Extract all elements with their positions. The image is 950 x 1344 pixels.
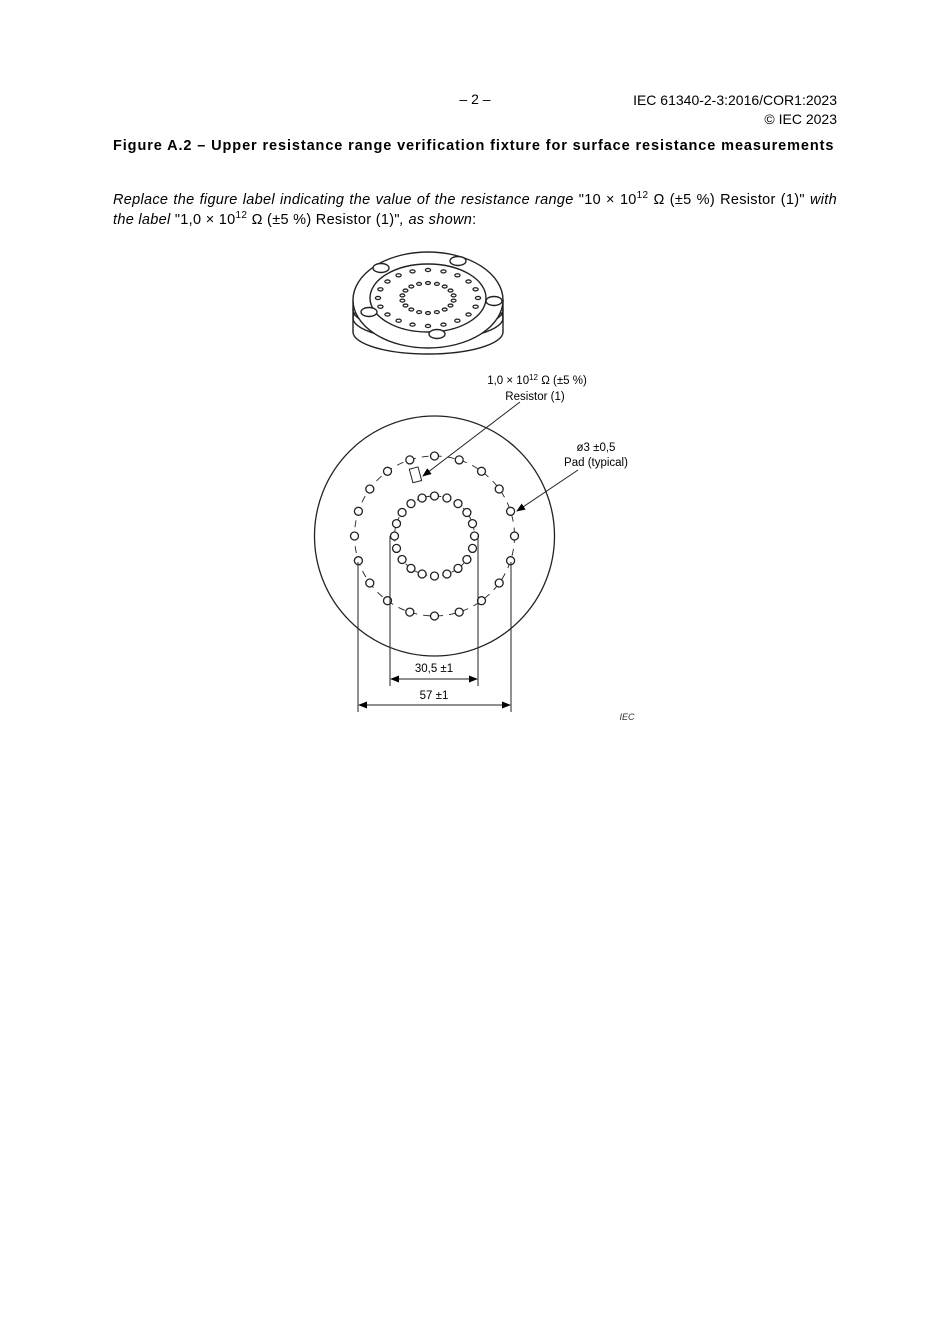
- iso-outer-pad: [455, 274, 460, 277]
- iso-inner-pad: [417, 311, 422, 314]
- outer-pad: [366, 485, 374, 493]
- iso-outer-pad: [385, 280, 390, 283]
- iso-outer-pad: [425, 324, 430, 327]
- iso-inner-pad: [448, 304, 453, 307]
- iso-inner-pad: [426, 312, 431, 315]
- inner-pad: [454, 500, 462, 508]
- outer-pad: [478, 597, 486, 605]
- iso-inner-pad: [451, 299, 456, 302]
- new-label: "$1,0 \times 10^{12}$ Ω (±5 %) Resistor (1)": [174, 210, 400, 228]
- outer-pad: [478, 467, 486, 475]
- outer-dimension-label: 57 ±1: [419, 690, 449, 702]
- iso-outer-pad: [410, 270, 415, 273]
- iso-inner-pad: [448, 289, 453, 292]
- inner-pad: [431, 572, 439, 580]
- inner-pad: [431, 492, 439, 500]
- iso-outer-pad: [473, 288, 478, 291]
- copyright-line: © IEC 2023: [764, 111, 837, 127]
- outer-pad: [384, 467, 392, 475]
- iso-inner-pad: [403, 289, 408, 292]
- inner-pad: [443, 570, 451, 578]
- page-number: – 2 –: [459, 91, 491, 107]
- iso-inner-pad: [451, 294, 456, 297]
- inner-pad: [463, 556, 471, 564]
- outer-pad: [406, 608, 414, 616]
- iso-outer-pad: [385, 313, 390, 316]
- figure-title: Figure A.2 – Upper resistance range verification fixture for surface resistance measurements: [113, 138, 835, 154]
- fixture-isometric-view: [353, 252, 503, 354]
- outer-pad: [354, 507, 362, 515]
- inner-pad: [398, 509, 406, 517]
- iso-outer-pad: [396, 274, 401, 277]
- inner-pad: [393, 520, 401, 528]
- iso-inner-pad: [442, 285, 447, 288]
- outer-pad: [507, 507, 515, 515]
- iso-outer-pad: [466, 313, 471, 316]
- iso-outer-pad: [396, 319, 401, 322]
- inner-pad: [391, 532, 399, 540]
- inner-pad: [407, 564, 415, 572]
- iso-inner-pad: [400, 299, 405, 302]
- iso-outer-pad: [455, 319, 460, 322]
- outer-pad: [507, 557, 515, 565]
- iso-outer-pad: [378, 288, 383, 291]
- outer-pad: [431, 612, 439, 620]
- iso-inner-pad: [426, 282, 431, 285]
- inner-pad: [443, 494, 451, 502]
- inner-pad: [454, 564, 462, 572]
- instruction-paragraph: Replace the figure label indicating the value of the resistance range "$10 \times 10^{12}$ Ω (±5 %) Resistor (1)" with the label "$1,0 \times 10^{12}$ Ω (±5 %) Resistor (1)", as shown:: [113, 190, 837, 228]
- old-label: "$10 \times 10^{12}$ Ω (±5 %) Resistor (1)": [578, 190, 805, 208]
- outer-pad: [495, 579, 503, 587]
- inner-pad: [418, 570, 426, 578]
- inner-pad: [418, 494, 426, 502]
- fixture-plan-view: [315, 416, 555, 656]
- iso-inner-pad: [442, 308, 447, 311]
- outer-pad: [384, 597, 392, 605]
- pad-label-line2: Pad (typical): [564, 457, 628, 469]
- instruction-text-3: , as shown: [399, 212, 473, 228]
- outer-pad: [406, 456, 414, 464]
- iso-outer-pad: [378, 305, 383, 308]
- outer-pad: [495, 485, 503, 493]
- outer-pad: [354, 557, 362, 565]
- iso-outer-pad: [425, 268, 430, 271]
- resistor-label: $1,0 \times 10^{12}$ Ω (±5 %): [487, 373, 587, 387]
- iec-watermark: IEC: [619, 712, 635, 722]
- resistor-label-line2: Resistor (1): [505, 391, 565, 403]
- standard-reference: [633, 91, 837, 129]
- iso-outer-pad: [475, 296, 480, 299]
- inner-pad: [471, 532, 479, 540]
- iso-outer-pad: [375, 296, 380, 299]
- iso-outer-pad: [441, 323, 446, 326]
- iso-inner-pad: [409, 285, 414, 288]
- outer-pad: [351, 532, 359, 540]
- iso-outer-pad: [441, 270, 446, 273]
- instruction-text-1: Replace the figure label indicating the value of the resistance range: [113, 192, 574, 208]
- outer-pad: [431, 452, 439, 460]
- outer-pad: [455, 456, 463, 464]
- instruction-text-2: with the label: [113, 192, 837, 228]
- iso-inner-pad: [417, 282, 422, 285]
- inner-dimension-label: 30,5 ±1: [414, 663, 454, 675]
- iso-outer-pad: [410, 323, 415, 326]
- iso-inner-pad: [409, 308, 414, 311]
- inner-pad: [398, 556, 406, 564]
- inner-pad: [469, 520, 477, 528]
- inner-pad: [469, 544, 477, 552]
- outer-pad: [366, 579, 374, 587]
- inner-pad: [407, 500, 415, 508]
- iso-inner-pad: [435, 311, 440, 314]
- outer-pad: [455, 608, 463, 616]
- outer-pad: [511, 532, 519, 540]
- iso-outer-pad: [473, 305, 478, 308]
- iso-outer-pad: [466, 280, 471, 283]
- pad-label-line1: ø3 ±0,5: [576, 442, 616, 454]
- inner-pad: [463, 509, 471, 517]
- inner-pad: [393, 544, 401, 552]
- iso-inner-pad: [400, 294, 405, 297]
- iso-inner-pad: [435, 282, 440, 285]
- standard-number: IEC 61340-2-3:2016/COR1:2023: [633, 92, 837, 108]
- iso-inner-pad: [403, 304, 408, 307]
